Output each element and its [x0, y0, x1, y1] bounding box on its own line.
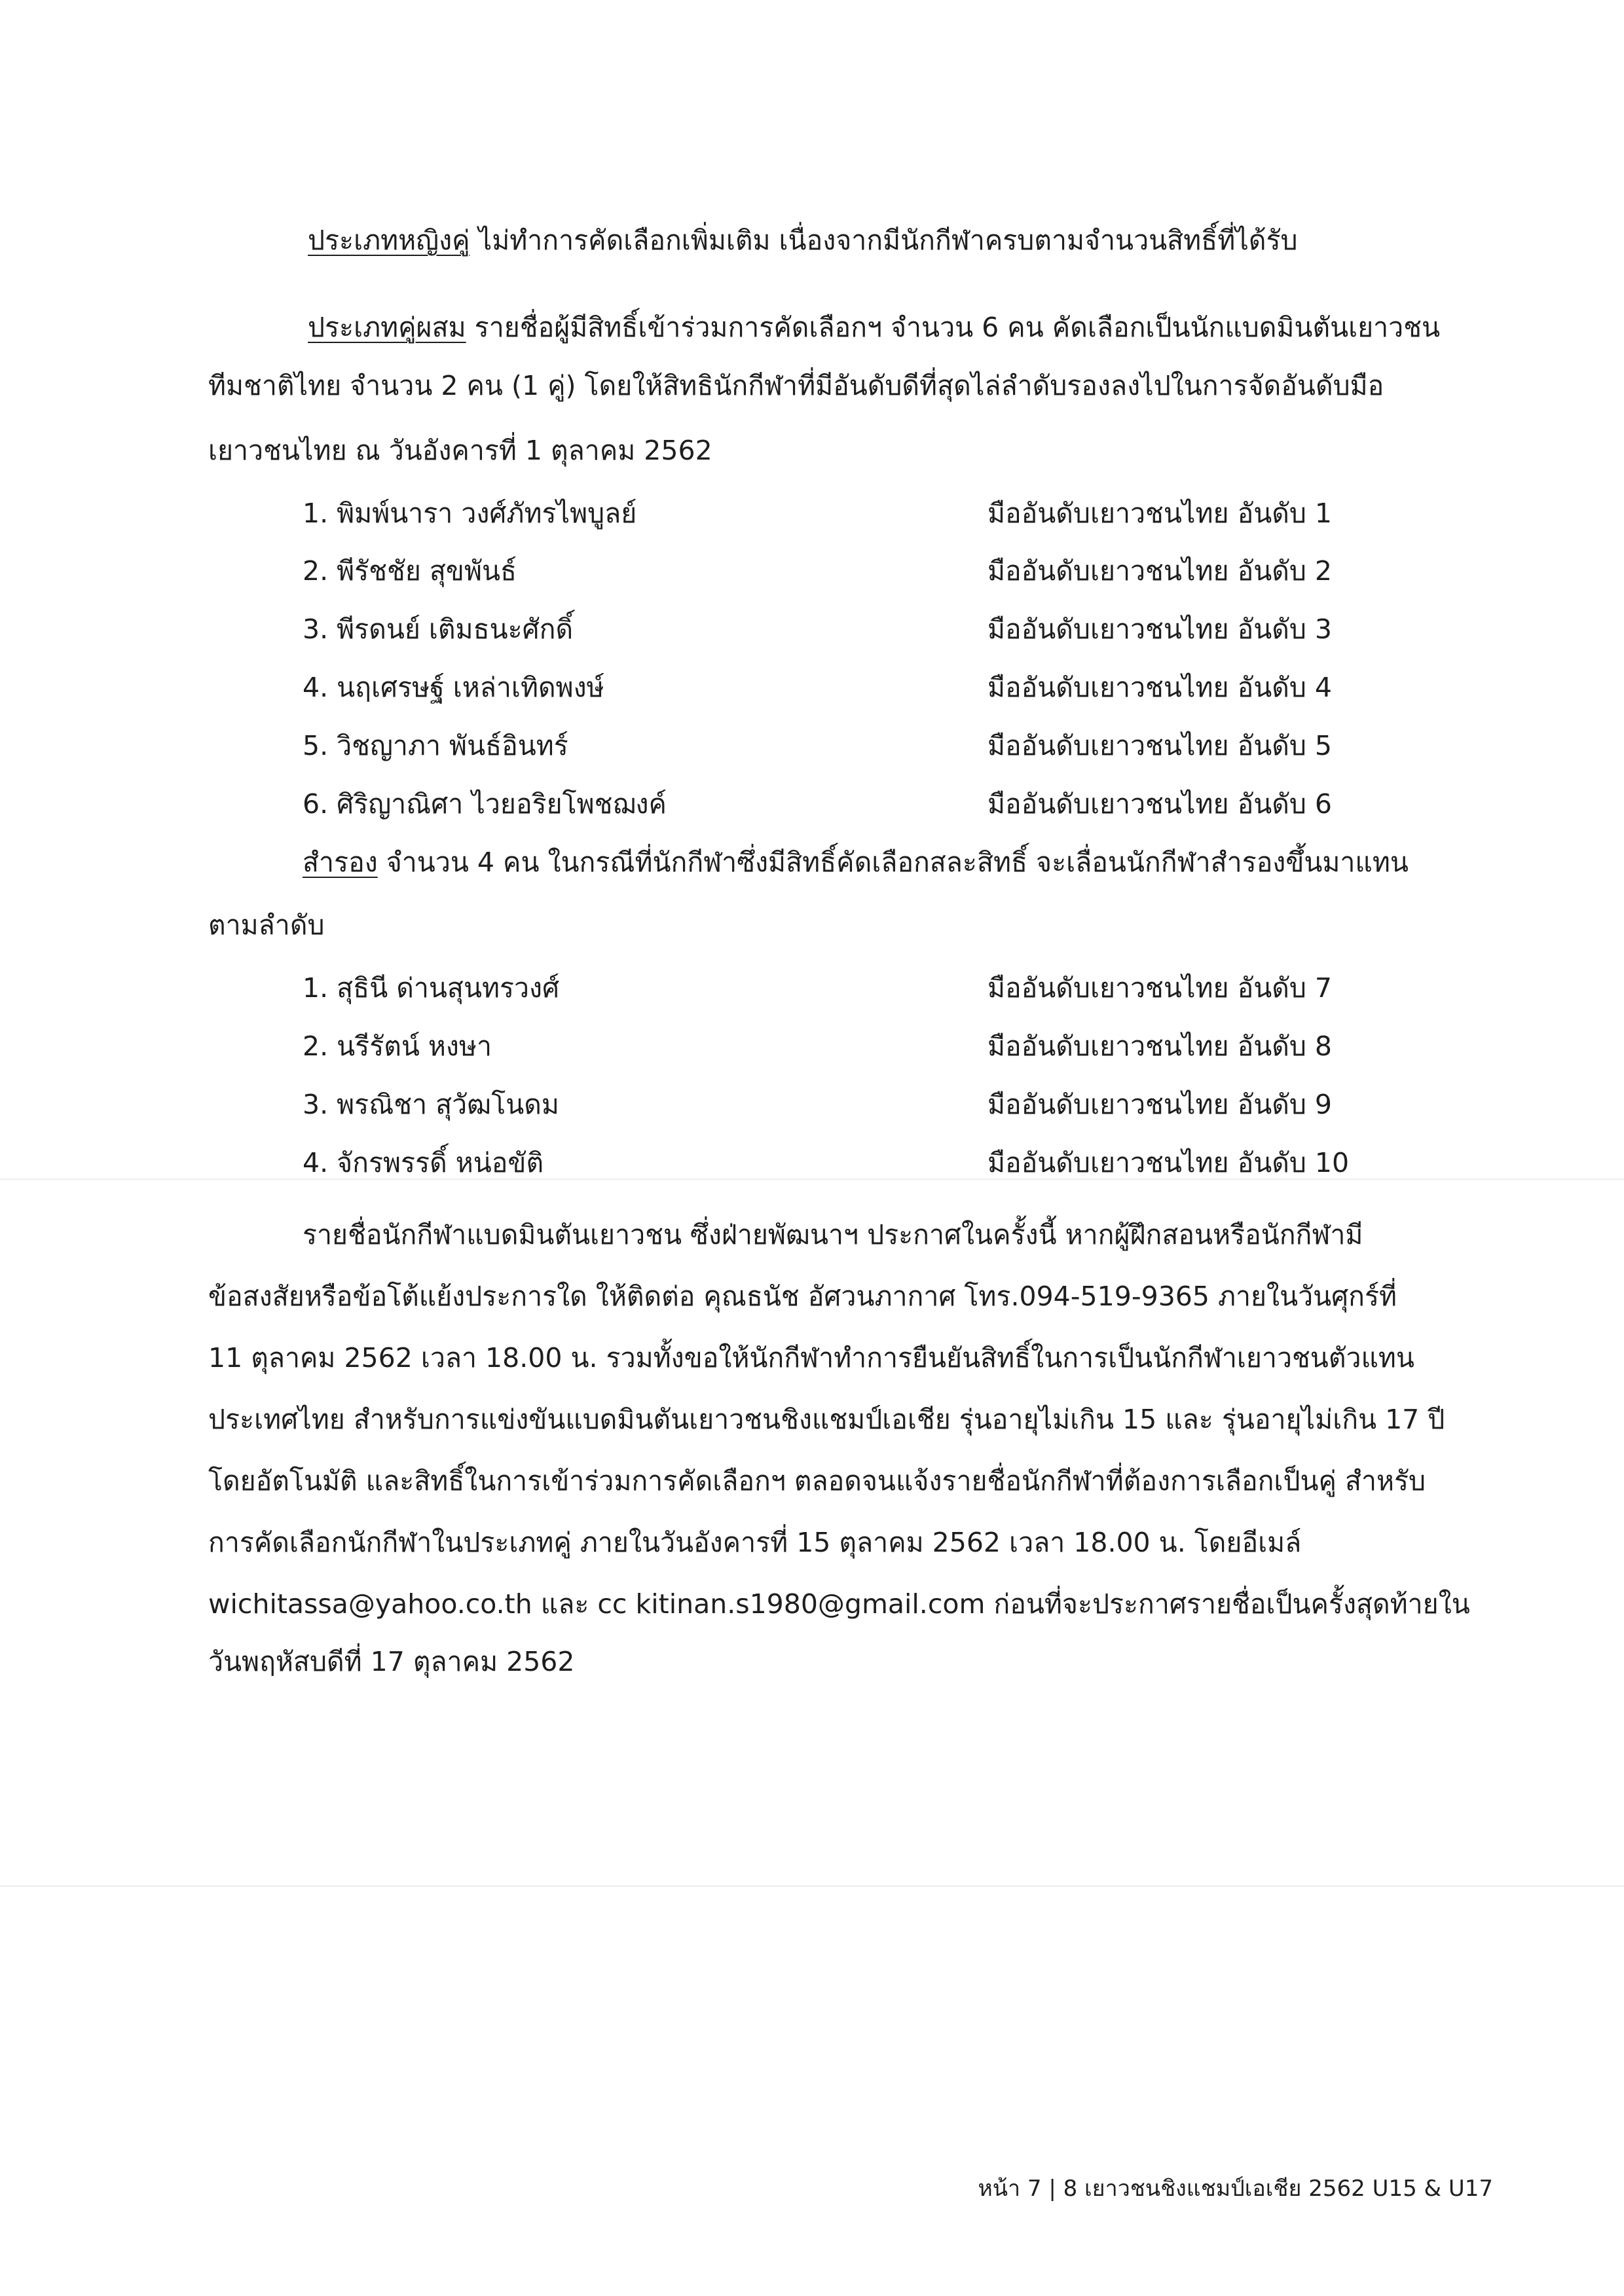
reserve-name: 3. พรณิชา สุวัฒโนดม: [303, 1089, 559, 1120]
player-rank: มืออันดับเยาวชนไทย อันดับ 1: [987, 498, 1333, 529]
reserve-name: 4. จักรพรรดิ์ หน่อขัติ: [303, 1147, 544, 1178]
announcement-line: wichitassa@yahoo.co.th และ cc kitinan.s1980@gmail.com ก่อนที่จะประกาศรายชื่อเป็นครั้งสุดท้ายใน: [208, 1588, 1470, 1620]
mixed-doubles-line-2: ทีมชาติไทย จำนวน 2 คน (1 คู่) โดยให้สิทธินักกีฬาที่มีอันดับดีที่สุดไล่ลำดับรองลงไปในการจัดอันดับมือ: [208, 370, 1384, 401]
announcement-line: ประเทศไทย สำหรับการแข่งขันแบดมินตันเยาวชนชิงแชมป์เอเชีย รุ่นอายุไม่เกิน 15 และ รุ่นอายุไม่เกิน 17 ปี: [208, 1404, 1445, 1435]
women-doubles-text: ไม่ทำการคัดเลือกเพิ่มเติม เนื่องจากมีนักกีฬาครบตามจำนวนสิทธิ์ที่ได้รับ: [470, 225, 1298, 256]
reserves-line-2: ตามลำดับ: [208, 909, 325, 941]
player-rank: มืออันดับเยาวชนไทย อันดับ 4: [987, 672, 1333, 703]
announcement-line: 11 ตุลาคม 2562 เวลา 18.00 น. รวมทั้งขอให้นักกีฬาทำการยืนยันสิทธิ์ในการเป็นนักกีฬาเยาวชนตัวแทน: [208, 1342, 1414, 1374]
mixed-doubles-line-1-text: รายชื่อผู้มีสิทธิ์เข้าร่วมการคัดเลือกฯ จำนวน 6 คน คัดเลือกเป็นนักแบดมินตันเยาวชน: [466, 312, 1441, 343]
page-footer: หน้า 7 | 8 เยาวชนชิงแชมป์เอเชีย 2562 U15 & U17: [978, 2176, 1493, 2202]
reserve-rank: มืออันดับเยาวชนไทย อันดับ 8: [987, 1030, 1333, 1062]
women-doubles-heading: ประเภทหญิงคู่: [308, 225, 470, 256]
reserve-rank: มืออันดับเยาวชนไทย อันดับ 7: [987, 972, 1333, 1004]
player-name: 3. พีรดนย์ เติมธนะศักดิ์: [303, 613, 574, 645]
women-doubles-paragraph: [308, 221, 1298, 260]
player-name: 5. วิชญาภา พันธ์อินทร์: [303, 730, 568, 761]
reserves-heading: สำรอง: [303, 847, 378, 878]
mixed-doubles-heading: ประเภทคู่ผสม: [308, 312, 466, 343]
announcement-line: ข้อสงสัยหรือข้อโต้แย้งประการใด ให้ติดต่อ คุณธนัช อัศวนภากาศ โทร.094-519-9365 ภายในวันศุกร์ที่: [208, 1281, 1397, 1312]
scan-artifact-line: [0, 1886, 1624, 1887]
player-rank: มืออันดับเยาวชนไทย อันดับ 5: [987, 730, 1333, 761]
player-rank: มืออันดับเยาวชนไทย อันดับ 3: [987, 613, 1333, 645]
player-rank: มืออันดับเยาวชนไทย อันดับ 6: [987, 788, 1333, 820]
player-name: 6. ศิริญาณิศา ไวยอริยโพชฌงค์: [303, 788, 667, 820]
announcement-line: รายชื่อนักกีฬาแบดมินตันเยาวชน ซึ่งฝ่ายพัฒนาฯ ประกาศในครั้งนี้ หากผู้ฝึกสอนหรือนักกีฬามี: [303, 1219, 1363, 1250]
reserve-name: 2. นรีรัตน์ หงษา: [303, 1030, 492, 1062]
announcement-line: โดยอัตโนมัติ และสิทธิ์ในการเข้าร่วมการคัดเลือกฯ ตลอดจนแจ้งรายชื่อนักกีฬาที่ต้องการเลือกเป็นคู่ สำหรับ: [208, 1465, 1426, 1497]
scan-artifact-line: [0, 1178, 1624, 1180]
player-name: 4. นฤเศรษฐ์ เหล่าเทิดพงษ์: [303, 672, 604, 703]
reserve-rank: มืออันดับเยาวชนไทย อันดับ 10: [987, 1147, 1350, 1178]
reserve-name: 1. สุธินี ด่านสุนทรวงศ์: [303, 972, 560, 1004]
reserve-rank: มืออันดับเยาวชนไทย อันดับ 9: [987, 1089, 1333, 1120]
player-rank: มืออันดับเยาวชนไทย อันดับ 2: [987, 555, 1333, 587]
player-name: 1. พิมพ์นารา วงศ์ภัทรไพบูลย์: [303, 498, 637, 529]
announcement-line: การคัดเลือกนักกีฬาในประเภทคู่ ภายในวันอังคารที่ 15 ตุลาคม 2562 เวลา 18.00 น. โดยอีเมล์: [208, 1527, 1302, 1558]
reserves-line-1-text: จำนวน 4 คน ในกรณีที่นักกีฬาซึ่งมีสิทธิ์คัดเลือกสละสิทธิ์ จะเลื่อนนักกีฬาสำรองขึ้นมาแทน: [377, 847, 1409, 878]
reserves-line-1: [303, 843, 1409, 882]
mixed-doubles-line-1: [308, 308, 1440, 347]
announcement-line: วันพฤหัสบดีที่ 17 ตุลาคม 2562: [208, 1646, 575, 1677]
mixed-doubles-line-3: เยาวชนไทย ณ วันอังคารที่ 1 ตุลาคม 2562: [208, 435, 712, 466]
player-name: 2. พีรัชชัย สุขพันธ์: [303, 555, 517, 587]
